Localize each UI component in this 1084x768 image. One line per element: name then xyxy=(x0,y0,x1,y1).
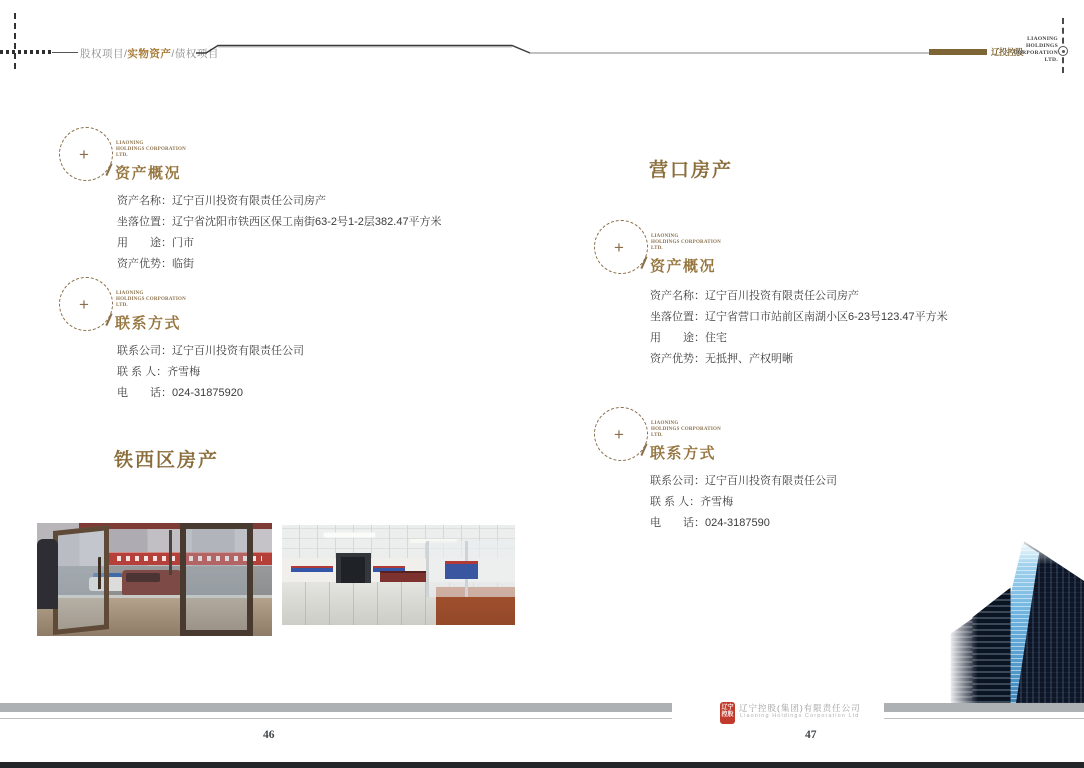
detail-row: 电 话：024-31875920 xyxy=(117,387,243,399)
header-gold-bar xyxy=(929,49,987,55)
open-glass-door-right xyxy=(180,523,253,636)
page-number-right: 47 xyxy=(805,729,817,741)
section-logo-contact-left xyxy=(59,277,229,339)
brand-name-cn: 辽投控股 xyxy=(991,47,1024,57)
property-heading-yingkou: 营口房产 xyxy=(649,160,734,181)
detail-row: 坐落位置：辽宁省沈阳市铁西区保工南街63-2号1-2层382.47平方米 xyxy=(117,216,442,228)
detail-row: 用 途：住宅 xyxy=(650,332,727,344)
blue-wall-band xyxy=(291,566,333,572)
contact-details-left xyxy=(117,341,304,404)
skyscraper-photo xyxy=(948,538,1084,703)
section-logo-asset-overview-left xyxy=(59,127,229,189)
plus-icon: + xyxy=(614,238,624,257)
detail-row: 联系公司：辽宁百川投资有限责任公司 xyxy=(117,345,304,357)
property-heading-tiexi: 铁西区房产 xyxy=(114,450,220,471)
plus-icon: + xyxy=(79,145,89,164)
logo-mini-text: LIAONING HOLDINGS CORPORATION LTD. xyxy=(113,290,223,310)
section-title-contact: 联系方式 xyxy=(650,445,717,462)
tree-trunk xyxy=(169,530,172,575)
footer-company-name-en: Liaoning Holdings Corporation Ltd xyxy=(740,713,860,719)
storefront-photo xyxy=(37,523,272,636)
dark-doorway xyxy=(336,553,371,583)
detail-row: 联系公司：辽宁百川投资有限责任公司 xyxy=(650,475,837,487)
logo-mini-text: LIAONING HOLDINGS CORPORATION LTD. xyxy=(648,420,758,440)
page-number-left: 46 xyxy=(263,729,275,741)
detail-row: 联 系 人：齐雪梅 xyxy=(650,496,734,508)
logo-mini-text: LIAONING HOLDINGS CORPORATION LTD. xyxy=(648,233,758,253)
section-title-asset-overview: 资产概况 xyxy=(115,165,182,182)
section-title-contact: 联系方式 xyxy=(115,315,182,332)
contact-details-right xyxy=(650,471,837,534)
company-seal-icon: 辽宁 控股 xyxy=(720,702,735,724)
footer-company-name-cn: 辽宁控股(集团)有限责任公司 xyxy=(739,703,861,713)
detail-row: 坐落位置：辽宁省营口市站前区南湖小区6-23号123.47平方米 xyxy=(650,311,948,323)
open-glass-door-left xyxy=(53,525,109,635)
detail-row: 资产优势：无抵押、产权明晰 xyxy=(650,353,793,365)
plus-icon: + xyxy=(614,425,624,444)
detail-row: 用 途：门市 xyxy=(117,237,194,249)
breadcrumb-item-equity: 股权项目/ xyxy=(80,48,128,60)
section-logo-contact-right xyxy=(594,407,764,469)
blue-shelf xyxy=(445,561,478,579)
section-logo-asset-overview-right xyxy=(594,220,764,282)
brand-name-en: LIAONING HOLDINGS CORPORATION LTD. xyxy=(1013,36,1058,63)
breadcrumb-item-physical-assets-active: 实物资产 xyxy=(127,48,172,60)
footer-company-block xyxy=(672,694,884,728)
logo-mini-text: LIAONING HOLDINGS CORPORATION LTD. xyxy=(113,140,223,160)
person-silhouette xyxy=(37,539,58,609)
white-fade-overlay xyxy=(948,538,1084,703)
detail-row: 联 系 人：齐雪梅 xyxy=(117,366,201,378)
compass-dot-icon xyxy=(1058,46,1068,56)
asset-details-left xyxy=(117,191,442,275)
ceiling-light xyxy=(324,533,375,537)
footer-gray-bar xyxy=(0,703,1084,712)
breadcrumb-item-debt: /债权项目 xyxy=(171,48,219,60)
detail-row: 电 话：024-3187590 xyxy=(650,517,770,529)
red-counter xyxy=(380,571,427,582)
detail-row: 资产名称：辽宁百川投资有限责任公司房产 xyxy=(650,290,859,302)
asset-details-right xyxy=(650,286,948,370)
detail-row: 资产名称：辽宁百川投资有限责任公司房产 xyxy=(117,195,326,207)
header-rule-line xyxy=(0,0,1084,80)
footer-thin-line xyxy=(0,718,1084,719)
plus-icon: + xyxy=(79,295,89,314)
interior-photo xyxy=(282,525,515,625)
detail-row: 资产优势：临街 xyxy=(117,258,194,270)
maroon-van xyxy=(122,570,183,595)
footer-dark-bar xyxy=(0,762,1084,768)
section-title-asset-overview: 资产概况 xyxy=(650,258,717,275)
